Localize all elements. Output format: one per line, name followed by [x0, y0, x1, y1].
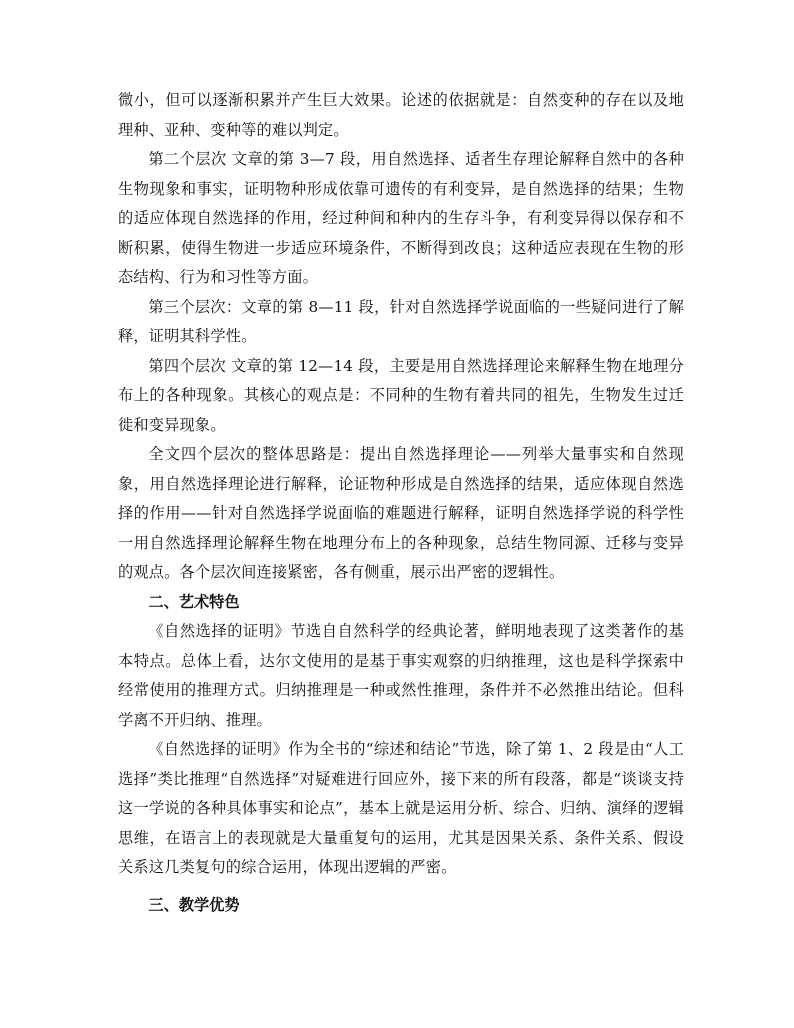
paragraph-second-level: 第二个层次 文章的第 3—7 段，用自然选择、适者生存理论解释自然中的各种生物现象和事实，证明物种形成依靠可遗传的有利变异，是自然选择的结果；生物的适应体现自然选择的作用，经过种间和种内的生存斗争，有利变异得以保存和不断积累，使得生物进一步适应环境条件，不断得到改良；这种适应表现在生物的形态结构、行为和习性等方面。 — [118, 150, 684, 286]
paragraph-continuation: 微小，但可以逐渐积累并产生巨大效果。论述的依据就是：自然变种的存在以及地理种、亚种、变种等的难以判定。 — [118, 91, 684, 139]
section-heading-teaching-advantages: 三、教学优势 — [148, 895, 240, 914]
paragraph-fourth-level: 第四个层次 文章的第 12—14 段，主要是用自然选择理论来解释生物在地理分布上的各种现象。其核心的观点是：不同种的生物有着共同的祖先，生物发生过迁徙和变异现象。 — [118, 356, 684, 434]
paragraph-art-1: 《自然选择的证明》节选自自然科学的经典论著，鲜明地表现了这类著作的基本特点。总体上看，达尔文使用的是基于事实观察的归纳推理，这也是科学探索中经常使用的推理方式。归纳推理是一种或然性推理，条件并不必然推出结论。但科学离不开归纳、推理。 — [118, 622, 684, 729]
paragraph-overall-idea: 全文四个层次的整体思路是：提出自然选择理论——列举大量事实和自然现象，用自然选择理论进行解释，论证物种形成是自然选择的结果，适应体现自然选择的作用——针对自然选择学说面临的难题进行解释，证明自然选择学说的科学性一用自然选择理论解释生物在地理分布上的各种现象，总结生物同源、迁移与变异的观点。各个层次间连接紧密，各有侧重，展示出严密的逻辑性。 — [118, 445, 684, 581]
paragraph-third-level: 第三个层次：文章的第 8—11 段，针对自然选择学说面临的一些疑问进行了解释，证明其科学性。 — [118, 297, 684, 345]
section-heading-art-features: 二、艺术特色 — [148, 592, 240, 611]
paragraph-art-2: 《自然选择的证明》作为全书的“综述和结论”节选，除了第 1、2 段是由“人工选择”类比推理“自然选择”对疑难进行回应外，接下来的所有段落，都是“谈谈支持这一学说的各种具体事实和论点”，基本上就是运用分析、综合、归纳、演绎的逻辑思维，在语言上的表现就是大量重复句的运用，尤其是因果关系、条件关系、假设关系这几类复句的综合运用，体现出逻辑的严密。 — [118, 740, 684, 876]
document-page — [118, 86, 684, 920]
